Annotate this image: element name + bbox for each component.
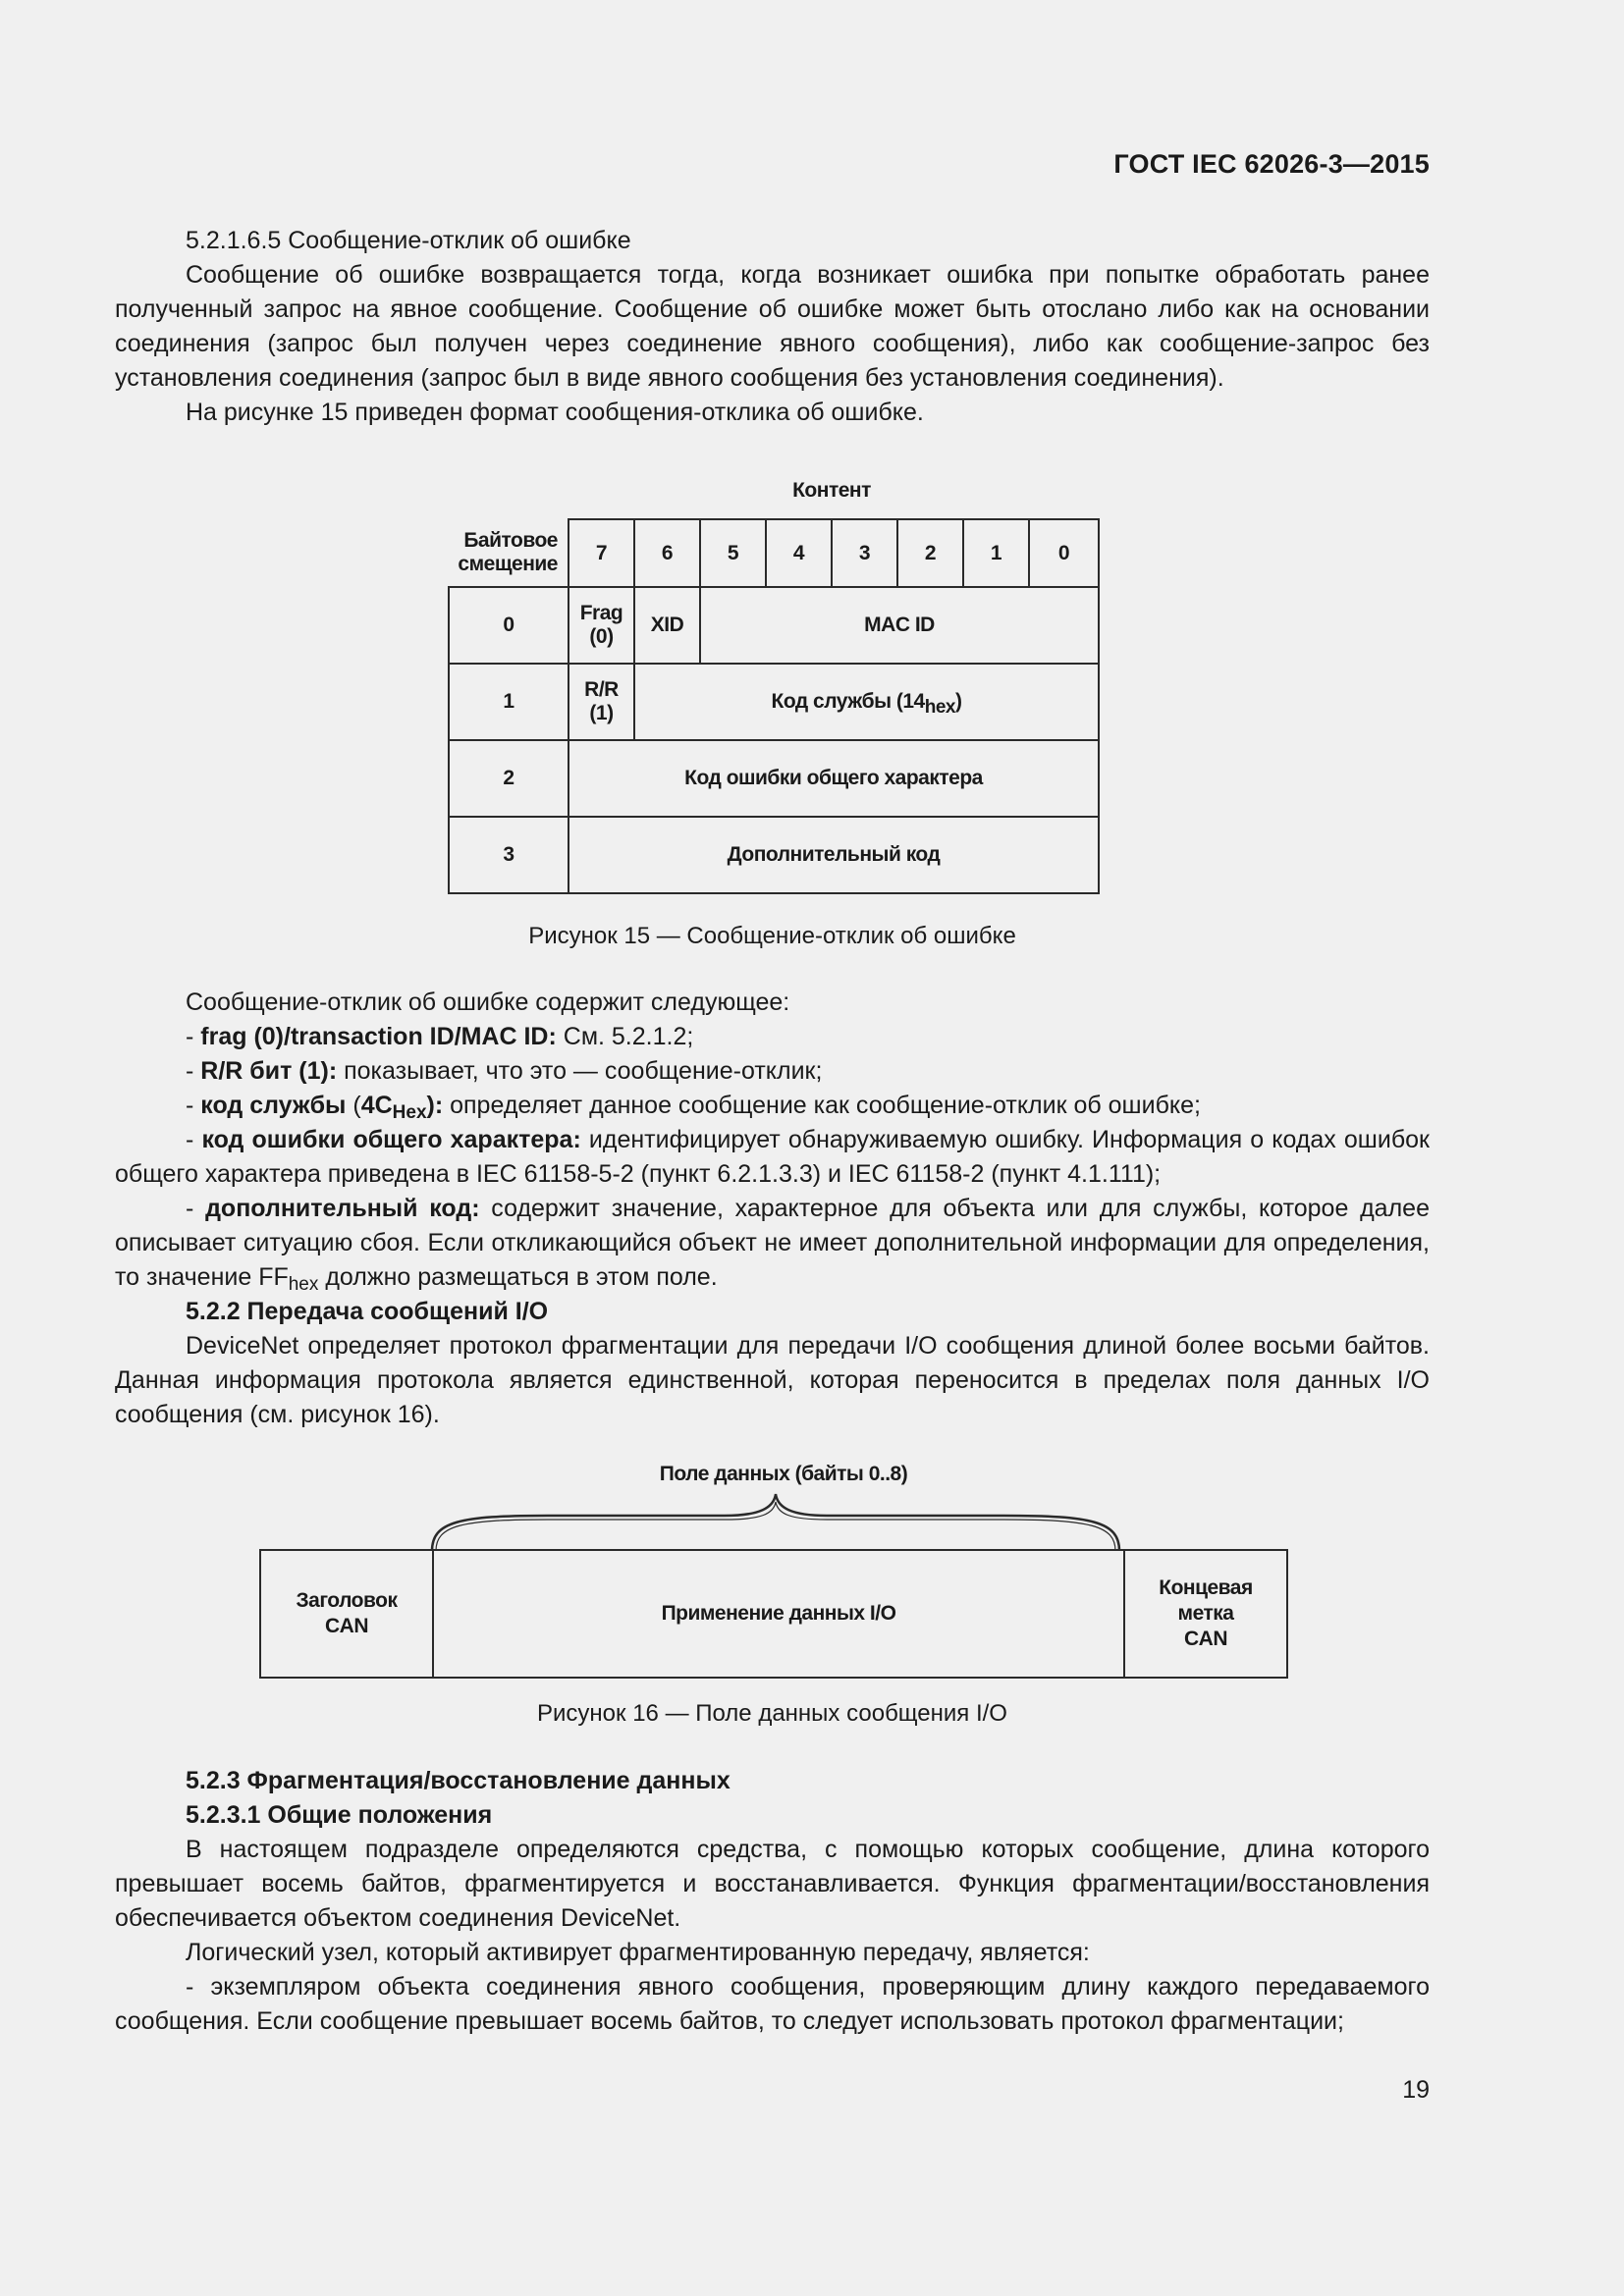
table-header-row bbox=[449, 519, 1099, 587]
general-error-code-cell: Код ошибки общего характера bbox=[568, 740, 1099, 817]
figure-top-label: Контент bbox=[792, 479, 871, 502]
list-item: - frag (0)/transaction ID/MAC ID: См. 5.2.1.2; bbox=[186, 1023, 694, 1050]
frag-cell: Frag (0) bbox=[568, 587, 634, 664]
can-header-cell: Заголовок CAN bbox=[261, 1551, 434, 1677]
can-trailer-cell: Концевая метка CAN bbox=[1159, 1576, 1253, 1650]
mac-id-cell: MAC ID bbox=[700, 587, 1099, 664]
byte-offset: 0 bbox=[449, 587, 568, 664]
bit-header: 6 bbox=[634, 519, 700, 587]
paragraph: Логический узел, который активирует фрагментированную передачу, является: bbox=[186, 1939, 1090, 1966]
list-intro: Сообщение-отклик об ошибке содержит следующее: bbox=[186, 988, 790, 1016]
paragraph: На рисунке 15 приведен формат сообщения-отклика об ошибке. bbox=[186, 399, 924, 426]
document-id: ГОСТ IEC 62026-3—2015 bbox=[1113, 149, 1430, 179]
list-item: - экземпляром объекта соединения явного сообщения, проверяющим длину каждого передаваемого сообщения. Если сообщение превышает восемь байтов, то следует использовать протокол фрагментации; bbox=[115, 1973, 1430, 2035]
table-row bbox=[449, 587, 1099, 664]
section-heading: 5.2.2 Передача сообщений I/O bbox=[186, 1298, 549, 1325]
rr-cell: R/R (1) bbox=[568, 664, 634, 740]
byte-offset: 3 bbox=[449, 817, 568, 893]
byte-offset: 2 bbox=[449, 740, 568, 817]
bit-header: 2 bbox=[897, 519, 963, 587]
paragraph: Сообщение об ошибке возвращается тогда, когда возникает ошибка при попытке обработать ранее полученный запрос на явное сообщение. Сообщение об ошибке может быть отослано либо как на основании соединения (запрос был получен через соединение явного сообщения), либо как сообщение-запрос без установления соединения (запрос был в виде явного сообщения без установления соединения). bbox=[115, 261, 1430, 392]
byte-offset-header: Байтовое смещение bbox=[449, 519, 568, 587]
paragraph: В настоящем подразделе определяются средства, с помощью которых сообщение, длина которого превышает восемь байтов, фрагментируется и восстанавливается. Функция фрагментации/восстановления обеспечивается объектом соединения DeviceNet. bbox=[115, 1836, 1430, 1932]
can-frame bbox=[259, 1549, 1288, 1679]
figure-16-title: Поле данных (байты 0..8) bbox=[659, 1463, 908, 1485]
additional-code-cell: Дополнительный код bbox=[568, 817, 1099, 893]
service-code-cell: Код службы $(14_{hex})$ bbox=[634, 664, 1099, 740]
figure-16 bbox=[259, 1453, 1288, 1681]
figure-15-caption: Рисунок 15 — Сообщение-отклик об ошибке bbox=[528, 923, 1016, 949]
bit-header: 4 bbox=[766, 519, 832, 587]
byte-layout-table bbox=[448, 518, 1100, 894]
list-item: - R/R бит (1): показывает, что это — сообщение-отклик; bbox=[186, 1057, 823, 1085]
bit-header: 1 bbox=[963, 519, 1029, 587]
xid-cell: XID bbox=[634, 587, 700, 664]
table-row bbox=[449, 817, 1099, 893]
section-heading: 5.2.3 Фрагментация/восстановление данных bbox=[186, 1767, 731, 1794]
table-row bbox=[449, 740, 1099, 817]
curly-brace-icon bbox=[430, 1492, 1121, 1553]
figure-15 bbox=[448, 479, 1098, 894]
list-item: - дополнительный код: содержит значение, характерное для объекта или для службы, которое далее описывает ситуацию сбоя. Если откликающийся объект не имеет дополнительной информации для определения, то значение $FF_{hex}$ должно размещаться в этом поле. bbox=[115, 1195, 1430, 1295]
bit-header: 7 bbox=[568, 519, 634, 587]
byte-offset: 1 bbox=[449, 664, 568, 740]
subsection-heading: 5.2.3.1 Общие положения bbox=[186, 1801, 493, 1829]
io-data-cell: Применение данных I/O bbox=[434, 1551, 1125, 1677]
contents-list bbox=[115, 986, 1430, 1432]
figure-16-caption: Рисунок 16 — Поле данных сообщения I/O bbox=[537, 1700, 1007, 1727]
table-row bbox=[449, 664, 1099, 740]
page-number: 19 bbox=[1402, 2076, 1430, 2104]
bit-header: 0 bbox=[1029, 519, 1099, 587]
list-item: - код ошибки общего характера: идентифицирует обнаруживаемую ошибку. Информация о кодах ошибок общего характера приведена в IEC 61158-5-2 (пункт 6.2.1.3.3) и IEC 61158-2 (пункт 4.1.111); bbox=[115, 1126, 1430, 1188]
paragraph: DeviceNet определяет протокол фрагментации для передачи I/O сообщения длиной более восьми байтов. Данная информация протокола является единственной, которая переносится в пределах поля данных I/O сообщения (см. рисунок 16). bbox=[115, 1332, 1430, 1428]
section-fragmentation bbox=[115, 1764, 1430, 2039]
section-heading: 5.2.1.6.5 Сообщение-отклик об ошибке bbox=[186, 227, 631, 254]
bit-header: 5 bbox=[700, 519, 766, 587]
section-error-response bbox=[115, 224, 1430, 430]
list-item: - код службы $(4C_{Hex})$: определяет данное сообщение как сообщение-отклик об ошибке; bbox=[186, 1092, 1201, 1123]
bit-header: 3 bbox=[832, 519, 897, 587]
